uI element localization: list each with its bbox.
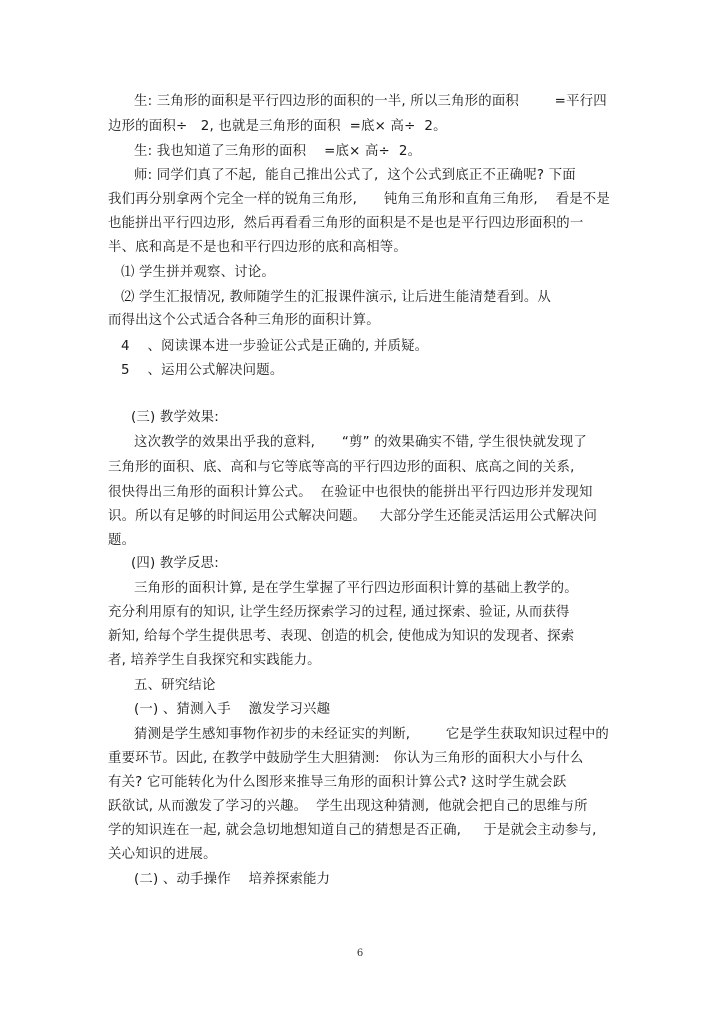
text-line: 重要环节。因此, 在教学中鼓励学生大胆猜测: 你认为三角形的面积大小与什么 [108,751,584,766]
text-line: 学的知识连在一起, 就会急切地想知道自己的猜想是否正确, 于是就会主动参与, [108,823,597,838]
text-line: 猜测是学生感知事物作初步的未经证实的判断, 它是学生获取知识过程中的 [134,727,610,742]
text-line: 跃欲试, 从而激发了学习的兴趣。 学生出现这种猜测, 他就会把自己的思维与所 [108,799,588,814]
text-line: 半、底和高是不是也和平行四边形的底和高相等。 [108,240,407,255]
text-line: 生: 我也知道了三角形的面积 =底× 高÷ 2。 [134,144,422,159]
section-heading: (三) 教学效果: [131,410,219,425]
text-line: 识。所以有足够的时间运用公式解决问题。 大部分学生还能灵活运用公式解决问 [108,509,598,524]
text-line: 生: 三角形的面积是平行四边形的面积的一半, 所以三角形的面积 =平行四 [134,94,607,109]
text-line: ⑵ 学生汇报情况, 教师随学生的汇报课件演示, 让后进生能清楚看到。从 [121,290,551,305]
section-heading: 五、研究结论 [134,678,216,693]
text-line: 三角形的面积计算, 是在学生掌握了平行四边形面积计算的基础上教学的。 [134,581,578,596]
text-line: 也能拼出平行四边形, 然后再看看三角形的面积是不是也是平行四边形面积的一 [108,216,584,231]
text-line: 4 、阅读课本进一步验证公式是正确的, 并质疑。 [121,339,429,354]
text-line: 题。 [108,533,136,548]
text-line: 这次教学的效果出乎我的意料, “剪” 的效果确实不错, 学生很快就发现了 [134,435,587,450]
text-line: ⑴ 学生拼并观察、讨论。 [121,265,275,280]
text-line: 而得出这个公式适合各种三角形的面积计算。 [108,313,380,328]
page-number: 6 [356,948,364,959]
subsection-heading: (一) 、猜测入手 激发学习兴趣 [134,702,331,717]
text-line: 很快得出三角形的面积计算公式。 在验证中也很快的能拼出平行四边形并发现知 [108,485,593,500]
text-line: 三角形的面积、底、高和与它等底等高的平行四边形的面积、底高之间的关系, [108,460,575,475]
text-line: 5 、运用公式解决问题。 [121,363,284,378]
text-line: 关心知识的进展。 [108,847,217,862]
text-line: 边形的面积÷ 2, 也就是三角形的面积 =底× 高÷ 2。 [108,119,447,134]
text-line: 充分利用原有的知识, 让学生经历探索学习的过程, 通过探索、验证, 从而获得 [108,605,570,620]
text-line: 者, 培养学生自我探究和实践能力。 [108,653,321,668]
text-line: 师: 同学们真了不起, 能自己推出公式了, 这个公式到底正不正确呢? 下面 [134,168,576,183]
subsection-heading: (二) 、动手操作 培养探索能力 [134,872,331,887]
text-line: 新知, 给每个学生提供思考、表现、创造的机会, 使他成为知识的发现者、探索 [108,629,575,644]
section-heading: (四) 教学反思: [131,556,219,571]
text-line: 有关? 它可能转化为什么图形来推导三角形的面积计算公式? 这时学生就会跃 [108,775,567,790]
text-line: 我们再分别拿两个完全一样的锐角三角形, 钝角三角形和直角三角形, 看是不是 [108,192,610,207]
